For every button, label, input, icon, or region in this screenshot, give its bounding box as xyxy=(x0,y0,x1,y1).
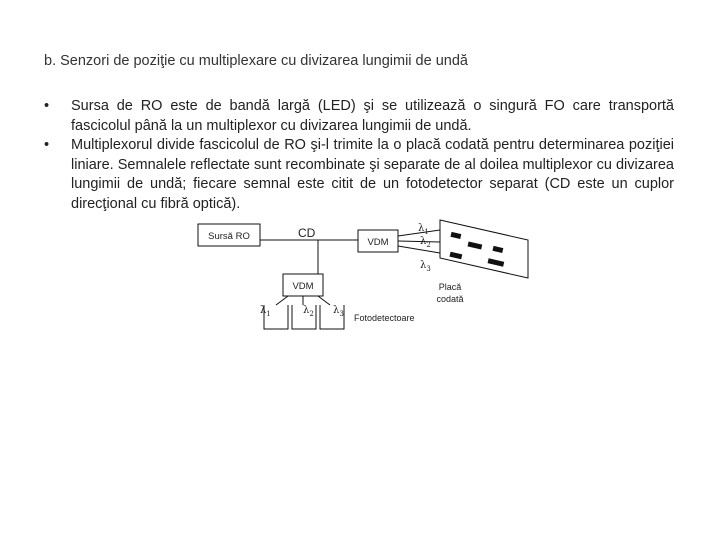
lambda-1-bottom: $\lambda_1$ xyxy=(260,305,271,318)
bullet-text-1: Sursa de RO este de bandă largă (LED) şi se utilizează o singură FO care transportă fascicolul până la un multiplexor cu divizarea lungimii de undă. xyxy=(71,98,674,134)
coded-plate xyxy=(440,220,528,278)
fiber-line xyxy=(398,246,440,253)
bullet-dot: • xyxy=(44,98,50,114)
source-label: Sursă RO xyxy=(208,231,250,242)
lambda-3-top: $\lambda_3$ xyxy=(420,260,431,273)
lambda-3-bottom: $\lambda_3$ xyxy=(333,305,344,318)
vdm-bottom-label: VDM xyxy=(292,281,314,292)
coupler-label: CD xyxy=(298,226,316,240)
bullet-text-2: Multiplexorul divide fascicolul de RO şi-l trimite la o placă codată pentru determinarea poziţiei liniare. Semnalele reflectate sunt recombinate şi separate de al doilea multiplexor cu divizarea lungimii de undă; fiecare semnal este citit de un fotodetector separat (CD este un cuplor direcţional cu fibră optică). xyxy=(71,137,674,212)
fiber-line xyxy=(398,241,440,242)
plate-label-line2: codată xyxy=(436,294,464,304)
plate-label-line1: Placă xyxy=(438,282,462,292)
slide-title: b. Senzori de poziţie cu multiplexare cu divizarea lungimii de undă xyxy=(44,53,468,69)
lambda-2-bottom: $\lambda_2$ xyxy=(303,305,314,318)
lambda-2-top: $\lambda_2$ xyxy=(420,236,431,249)
fiber-line xyxy=(276,296,288,305)
photodetectors-label: Fotodetectoare xyxy=(354,313,415,323)
vdm-top-label: VDM xyxy=(367,237,389,248)
fiber-line xyxy=(318,296,330,305)
lambda-1-top: $\lambda_1$ xyxy=(418,223,429,236)
bullet-dot: • xyxy=(44,137,50,153)
